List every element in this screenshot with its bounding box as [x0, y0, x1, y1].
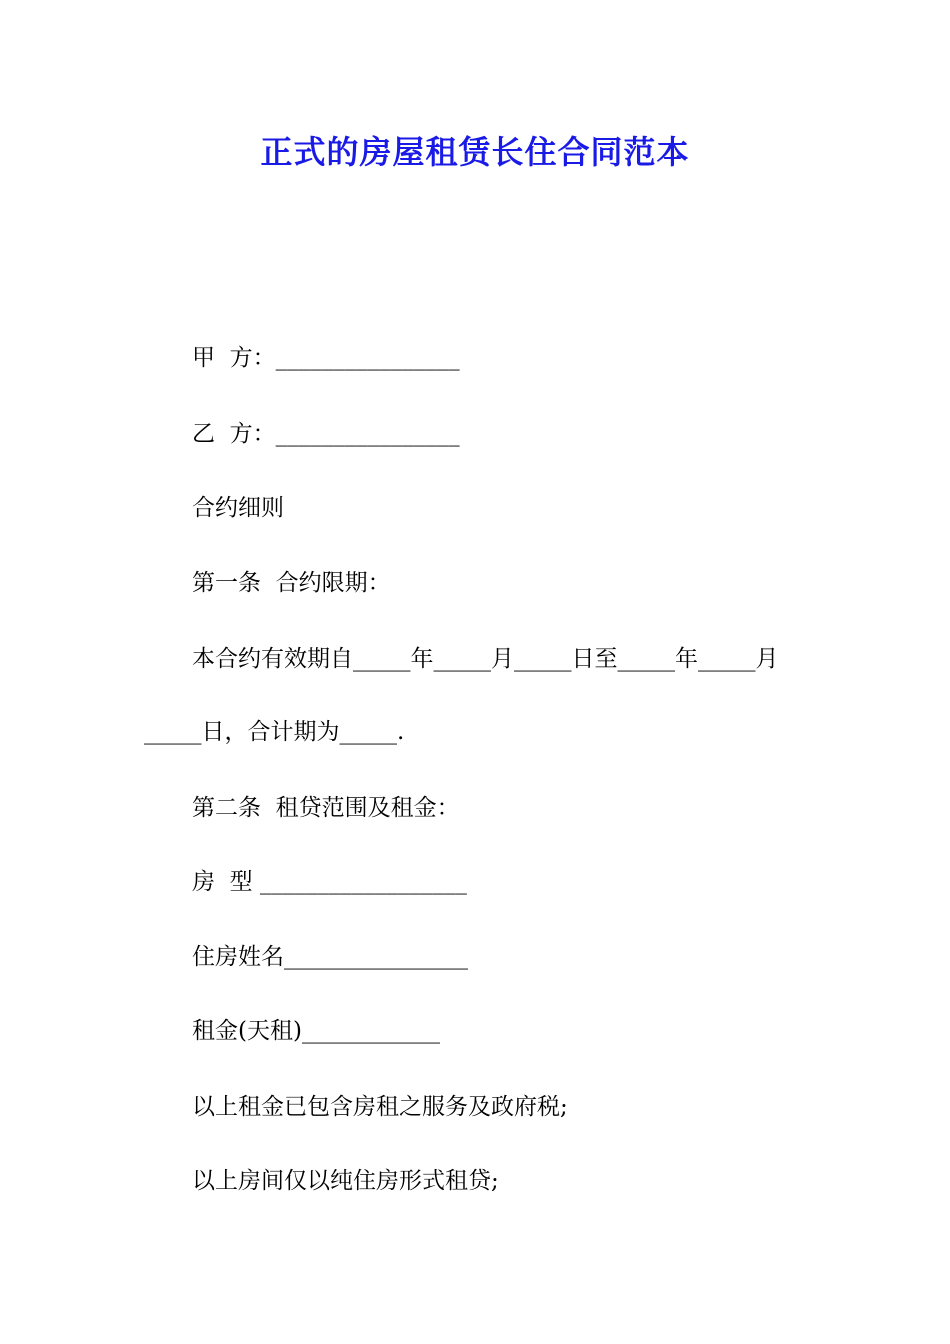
contract-rules-heading: 合约细则 — [192, 495, 284, 521]
validity-period-continuation: _____日，合计期为_____. — [144, 719, 405, 745]
document-title: 正式的房屋租赁长住合同范本 — [260, 133, 690, 171]
resident-name-line: 住房姓名________________ — [192, 944, 468, 970]
rent-includes-tax-line: 以上租金已包含房租之服务及政府税; — [192, 1094, 568, 1120]
party-a-line: 甲 方：________________ — [192, 345, 460, 371]
daily-rent-line: 租金(天租)____________ — [192, 1018, 440, 1044]
article-one-heading: 第一条 合约限期： — [192, 570, 391, 596]
room-type-line: 房 型 __________________ — [192, 869, 467, 895]
article-two-heading: 第二条 租贷范围及租金： — [192, 795, 460, 821]
validity-period-line: 本合约有效期自_____年_____月_____日至_____年_____月 — [192, 646, 779, 672]
party-b-line: 乙 方：________________ — [192, 421, 460, 447]
residential-use-only-line: 以上房间仅以纯住房形式租贷; — [192, 1168, 499, 1194]
